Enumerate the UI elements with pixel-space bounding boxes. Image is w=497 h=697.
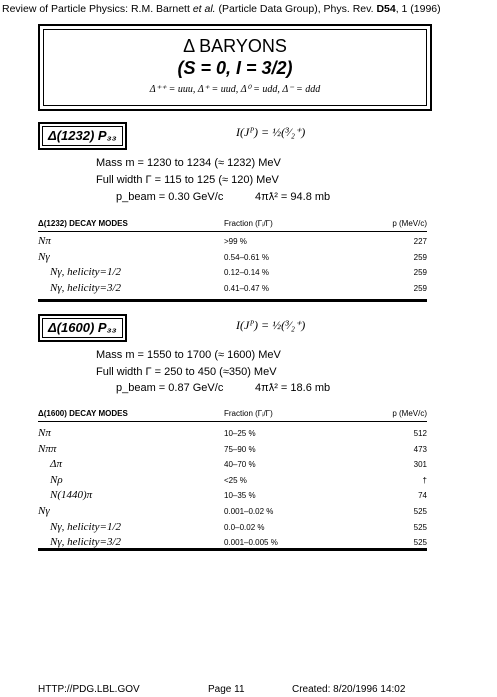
particle-2-name-box xyxy=(38,314,127,342)
particle-2-cross-section: 4πƛ² = 18.6 mb xyxy=(255,382,331,394)
decay-mode-name: Δπ xyxy=(50,458,62,471)
decay-mode-row xyxy=(38,282,427,298)
section-divider xyxy=(38,548,427,551)
particle-1-mass: Mass m = 1230 to 1234 (≈ 1232) MeV xyxy=(96,157,281,169)
particle-1-width: Full width Γ = 115 to 125 (≈ 120) MeV xyxy=(96,174,279,186)
decay-mode-row xyxy=(38,266,427,282)
header-etal: et al. xyxy=(192,3,216,15)
decay-mode-momentum: 525 xyxy=(413,538,427,548)
decay-mode-name: Nρ xyxy=(50,473,63,486)
header-tail: , 1 (1996) xyxy=(395,3,441,15)
decay-mode-name: Nγ xyxy=(38,250,50,263)
decay-mode-row xyxy=(38,505,427,521)
decay-mode-fraction: 40–70 % xyxy=(224,460,256,470)
particle-2-name: Δ(1600) P₃₃ xyxy=(48,320,117,335)
decay-mode-fraction: >99 % xyxy=(224,237,247,246)
particle-2-mass: Mass m = 1550 to 1700 (≈ 1600) MeV xyxy=(96,349,281,361)
decay-mode-momentum: 227 xyxy=(413,237,427,246)
decay-mode-fraction: 0.0–0.02 % xyxy=(224,522,265,532)
decay-mode-momentum: 74 xyxy=(418,491,427,501)
particle-2-pbeam: p_beam = 0.87 GeV/c xyxy=(116,382,224,394)
decay-mode-name: Nπ xyxy=(38,427,51,439)
page-header xyxy=(2,3,495,15)
decay-mode-fraction: <25 % xyxy=(224,475,247,485)
decay-mode-fraction: 75–90 % xyxy=(224,444,256,454)
decay-mode-name: Nγ xyxy=(38,505,50,517)
header-group: (Particle Data Group), Phys. Rev. xyxy=(215,3,377,15)
section-title: Δ BARYONS xyxy=(183,36,287,56)
decay-mode-name: Nππ xyxy=(38,442,57,455)
footer-created: Created: 8/20/1996 14:02 xyxy=(292,684,406,695)
particle-2-width: Full width Γ = 250 to 450 (≈350) MeV xyxy=(96,366,277,378)
decay-mode-row xyxy=(38,458,427,474)
decay-mode-momentum: 259 xyxy=(413,252,427,262)
decay-mode-momentum: 473 xyxy=(413,444,427,454)
decay-mode-momentum: 525 xyxy=(413,507,427,516)
particle-1-ijp: I(Jᴾ) = ½(³⁄₂⁺) xyxy=(236,125,306,139)
decay-mode-fraction: 10–35 % xyxy=(224,491,256,501)
particle-1-cross-section: 4πƛ² = 94.8 mb xyxy=(255,191,331,203)
decay-modes-heading: Δ(1600) DECAY MODES xyxy=(38,409,128,418)
decay-mode-row xyxy=(38,474,427,490)
decay-mode-name: N(1440)π xyxy=(50,489,93,502)
decay-mode-row xyxy=(38,235,427,251)
particle-2-ijp: I(Jᴾ) = ½(³⁄₂⁺) xyxy=(236,318,306,332)
footer-page: Page 11 xyxy=(208,684,245,695)
section-divider xyxy=(38,299,427,302)
momentum-heading: p (MeV/c) xyxy=(392,219,427,228)
decay-mode-momentum: 525 xyxy=(413,522,427,532)
quark-content: Δ⁺⁺ = uuu, Δ⁺ = uud, Δ⁰ = udd, Δ⁻ = ddd xyxy=(149,84,321,95)
decay-mode-row xyxy=(38,251,427,267)
footer-url: HTTP://PDG.LBL.GOV xyxy=(38,684,140,695)
decay-mode-fraction: 0.001–0.02 % xyxy=(224,507,274,516)
decay-mode-momentum: † xyxy=(422,475,427,485)
decay-mode-row xyxy=(38,489,427,505)
decay-mode-momentum: 301 xyxy=(413,460,427,470)
fraction-heading: Fraction (Γᵢ/Γ) xyxy=(224,409,273,418)
table-rule xyxy=(38,231,427,232)
decay-mode-name: Nγ, helicity=1/2 xyxy=(50,520,122,533)
section-quantum-numbers: (S = 0, I = 3/2) xyxy=(177,58,293,78)
table-rule xyxy=(38,421,427,422)
decay-mode-name: Nπ xyxy=(38,235,51,247)
decay-mode-row xyxy=(38,443,427,459)
decay-mode-row xyxy=(38,521,427,537)
decay-mode-fraction: 0.12–0.14 % xyxy=(224,268,269,278)
fraction-heading: Fraction (Γᵢ/Γ) xyxy=(224,219,273,228)
decay-mode-name: Nγ, helicity=1/2 xyxy=(50,266,122,279)
momentum-heading: p (MeV/c) xyxy=(392,409,427,418)
decay-mode-momentum: 512 xyxy=(413,429,427,438)
decay-mode-fraction: 0.54–0.61 % xyxy=(224,252,269,262)
decay-mode-fraction: 0.001–0.005 % xyxy=(224,538,278,548)
title-box xyxy=(38,24,432,111)
decay-mode-name: Nγ, helicity=3/2 xyxy=(50,281,122,294)
decay-mode-row xyxy=(38,427,427,443)
decay-mode-fraction: 0.41–0.47 % xyxy=(224,283,269,293)
decay-mode-name: Nγ, helicity=3/2 xyxy=(50,536,122,549)
particle-1-pbeam: p_beam = 0.30 GeV/c xyxy=(116,191,224,203)
decay-mode-fraction: 10–25 % xyxy=(224,429,256,438)
decay-mode-momentum: 259 xyxy=(413,268,427,278)
decay-mode-momentum: 259 xyxy=(413,283,427,293)
header-journal-volume: D54 xyxy=(376,3,396,15)
particle-1-name-box xyxy=(38,122,127,150)
decay-modes-heading: Δ(1232) DECAY MODES xyxy=(38,219,128,228)
header-citation-prefix: Review of Particle Physics: R.M. Barnett xyxy=(2,3,193,15)
particle-1-name: Δ(1232) P₃₃ xyxy=(48,128,117,143)
